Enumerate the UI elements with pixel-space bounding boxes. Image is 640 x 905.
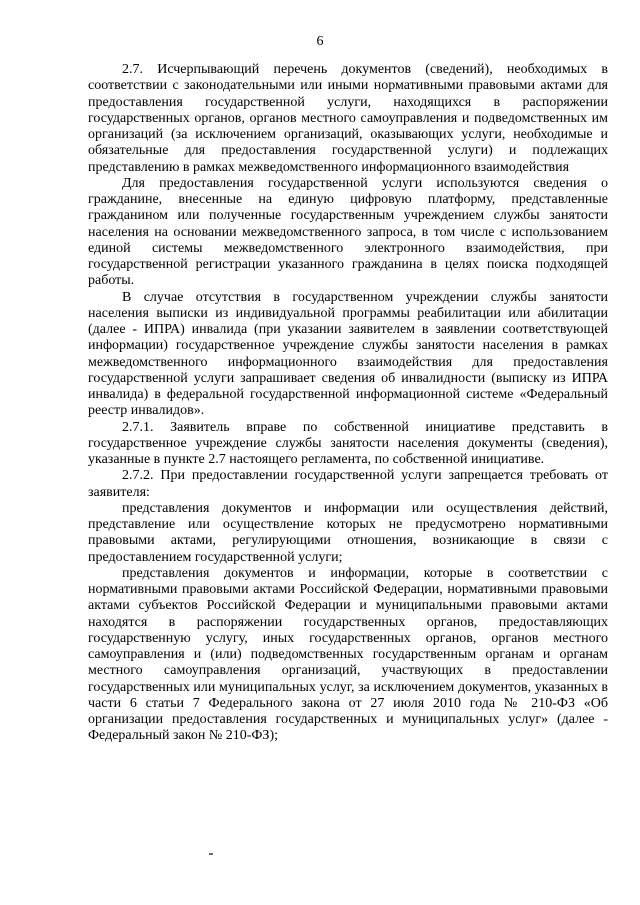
paragraph-2-7-2: 2.7.2. При предоставлении государственной услуги запрещается требовать от заявителя:	[88, 468, 608, 500]
stray-pen-mark	[209, 853, 213, 855]
paragraph-prohibition-actions: представления документов и информации или осуществления действий, представление или осуществление которых не предусмотрено нормативными правовыми актами, регулирующими отношения, возникающие в связи с предоставлением государственной услуги;	[88, 500, 608, 565]
paragraph-prohibition-documents: представления документов и информации, которые в соответствии с нормативными правовыми актами Российской Федерации, нормативными правовыми актами субъектов Российской Федерации и муниципальными правовыми актами находятся в распоряжении государственных органов, предоставляющих государственную услугу, иных государственных органов, органов местного самоуправления и (или) подведомственных государственным органам и органам местного самоуправления организаций, участвующих в предоставлении государственных или муниципальных услуг, за исключением документов, указанных в части 6 статьи 7 Федерального закона от 27 июля 2010 года № 210-ФЗ «Об организации предоставления государственных и муниципальных услуг» (далее - Федеральный закон № 210-ФЗ);	[88, 565, 608, 744]
paragraph-2-7-1: 2.7.1. Заявитель вправе по собственной инициативе представить в государственное учреждение службы занятости населения документы (сведения), указанные в пункте 2.7 настоящего регламента, по собственной инициативе.	[88, 419, 608, 467]
paragraph-data-sources: Для предоставления государственной услуги используются сведения о гражданине, внесенные на единую цифровую платформу, представленные гражданином или полученные государственным учреждением службы занятости населения на основании межведомственного запроса, в том числе с использованием единой системы межведомственного электронного взаимодействия, при государственной регистрации указанного гражданина в целях поиска подходящей работы.	[88, 175, 608, 289]
page-number: 6	[316, 34, 324, 49]
paragraph-ipra-request: В случае отсутствия в государственном учреждении службы занятости населения выписки из индивидуальной программы реабилитации или абилитации (далее - ИПРА) инвалида (при указании заявителем в заявлении соответствующей информации) государственное учреждение службы занятости населения в рамках межведомственного информационного взаимодействия для предоставления государственной услуги запрашивает сведения об инвалидности (выписку из ИПРА инвалида) в федеральной государственной информационной системе «Федеральный реестр инвалидов».	[88, 289, 608, 419]
document-body	[88, 62, 608, 745]
paragraph-2-7-heading: 2.7. Исчерпывающий перечень документов (сведений), необходимых в соответствии с законодательными или иными нормативными правовыми актами для предоставления государственной услуги, находящихся в распоряжении государственных органов, органов местного самоуправления и подведомственных им организаций (за исключением организаций, оказывающих услуги, необходимые и обязательные для предоставления государственной услуги) и подлежащих представлению в рамках межведомственного информационного взаимодействия	[88, 62, 608, 175]
